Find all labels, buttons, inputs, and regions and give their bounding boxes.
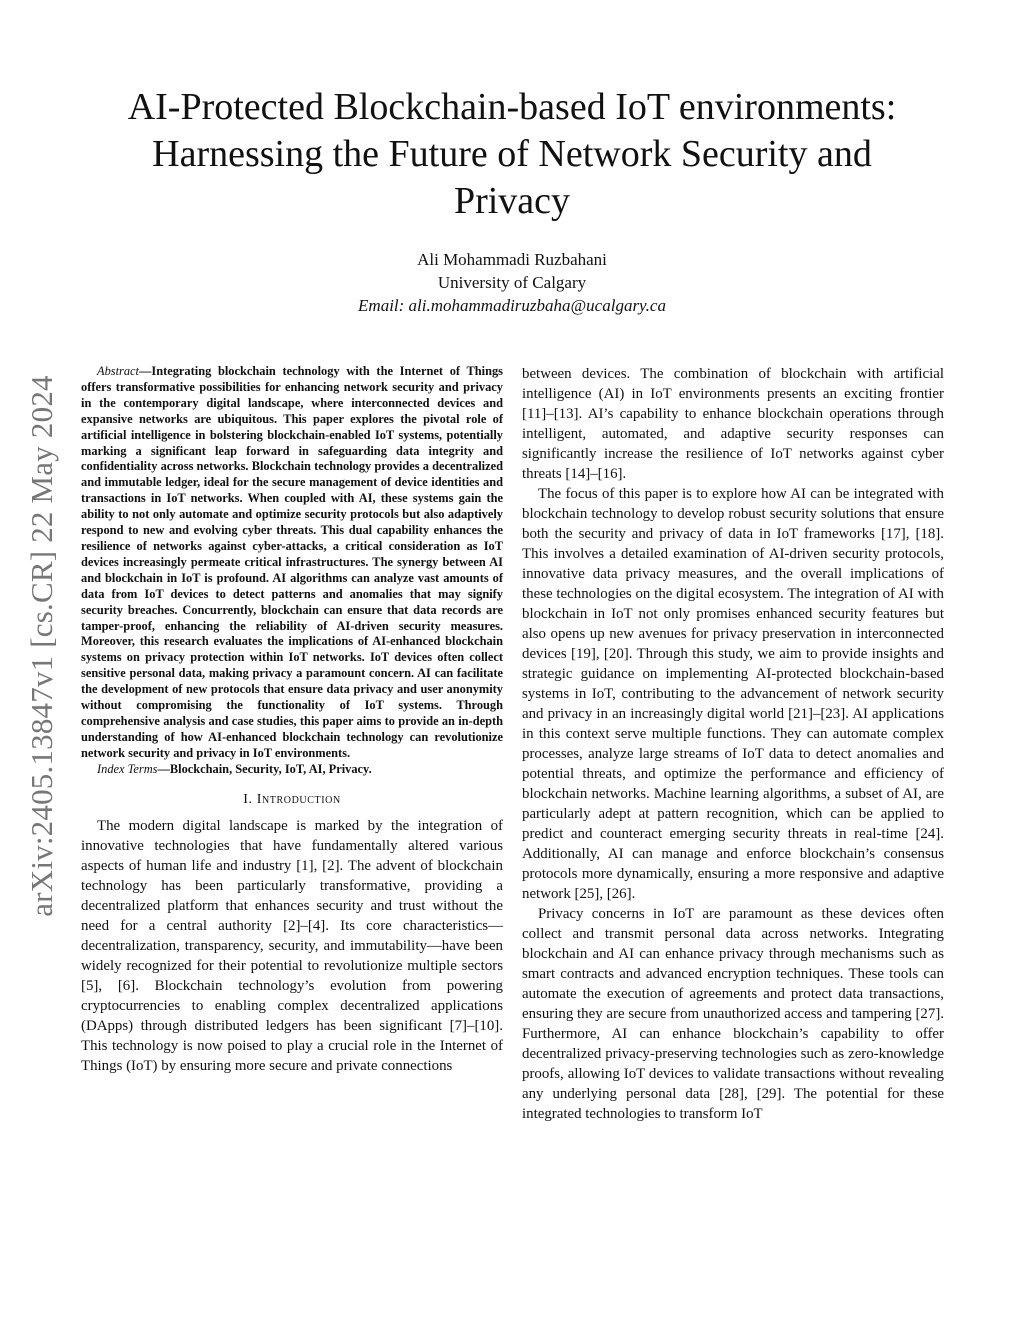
body-paragraph: The focus of this paper is to explore how AI can be integrated with blockchain technology to develop robust security solutions that ensure both the security and privacy of data in IoT frameworks [17], [18]. This involves a detailed examination of AI-driven security protocols, innovative data privacy measures, and the overall implications of these technologies on the digital ecosystem. The integration of AI with blockchain in IoT not only promises enhanced security features but also opens up new avenues for privacy preservation in interconnected devices [19], [20]. Through this study, we aim to provide insights and strategic guidance on implementing AI-protected blockchain-based systems in IoT, contributing to the advancement of network security and privacy in an increasingly digital world [21]–[23]. AI applications in this context serve multiple functions. They can automate complex processes, analyze large streams of IoT data to detect anomalies and potential threats, and optimize the performance and efficiency of blockchain networks. Machine learning algorithms, a subset of AI, are particularly adept at pattern recognition, which can be applied to predict and counteract emerging security threats in real-time [24]. Additionally, AI can manage and enforce blockchain’s consensus protocols more dynamically, ensuring a more responsive and adaptive network [25], [26]. bbox=[522, 486, 944, 902]
section-number: I. bbox=[243, 791, 253, 807]
abstract-label: Abstract bbox=[97, 364, 139, 378]
index-terms-text: —Blockchain, Security, IoT, AI, Privacy. bbox=[157, 761, 372, 776]
author-affiliation: University of Calgary bbox=[437, 273, 587, 292]
arxiv-identifier: arXiv:2405.13847v1 [cs.CR] 22 May 2024 bbox=[24, 375, 59, 917]
body-paragraph: Privacy concerns in IoT are paramount as these devices often collect and transmit personal data across networks. Integrating blockchain and AI can enhance privacy through mechanisms such as smart contracts and advanced encryption techniques. These tools can automate the execution of agreements and protect data transactions, ensuring they are secure from unauthorized access and tampering [27]. Furthermore, AI can enhance blockchain’s capability to offer decentralized privacy-preserving technologies such as zero-knowledge proofs, allowing IoT devices to validate transactions without revealing any underlying personal data [28], [29]. The potential for these integrated technologies to transform IoT bbox=[522, 906, 944, 1122]
abstract bbox=[81, 364, 503, 762]
left-column bbox=[81, 364, 503, 1076]
body-paragraph: between devices. The combination of blockchain with artificial intelligence (AI) in IoT environments presents an exciting frontier [11]–[13]. AI’s capability to enhance blockchain operations through intelligent, automated, and adaptive security responses can significantly increase the resilience of IoT networks against cyber threats [14]–[16]. bbox=[522, 366, 944, 482]
author-block bbox=[200, 248, 824, 317]
paper-title: AI-Protected Blockchain-based IoT environments: Harnessing the Future of Network Security and Privacy bbox=[127, 86, 897, 222]
author-name: Ali Mohammadi Ruzbahani bbox=[417, 250, 607, 269]
author-email: Email: ali.mohammadiruzbaha@ucalgary.ca bbox=[358, 296, 666, 315]
index-terms-label: Index Terms bbox=[97, 761, 158, 776]
section-title: Introduction bbox=[256, 791, 341, 807]
body-paragraph: The modern digital landscape is marked by the integration of innovative technologies that have fundamentally altered various aspects of human life and industry [1], [2]. The advent of blockchain technology has been particularly transformative, providing a decentralized platform that enhances security and trust without the need for a central authority [2]–[4]. Its core characteristics—decentralization, transparency, security, and immutability—have been widely recognized for their potential to revolutionize multiple sectors [5], [6]. Blockchain technology’s evolution from powering cryptocurrencies to enabling complex decentralized applications (DApps) through distributed ledgers has been significant [7]–[10]. This technology is now poised to play a crucial role in the Internet of Things (IoT) by ensuring more secure and private connections bbox=[81, 817, 503, 1074]
abstract-text: —Integrating blockchain technology with the Internet of Things offers transformative possibilities for enhancing network security and privacy in the contemporary digital landscape, where interconnected devices and expansive networks are ubiquitous. This paper explores the pivotal role of artificial intelligence in bolstering blockchain-enabled IoT systems, potentially marking a significant leap forward in safeguarding data integrity and confidentiality across networks. Blockchain technology provides a decentralized and immutable ledger, ideal for the secure management of device identities and transactions in IoT networks. When coupled with AI, these systems gain the ability to not only automate and optimize security protocols but also adaptively respond to new and evolving cyber threats. This dual capability enhances the resilience of networks against cyber-attacks, a critical consideration as IoT devices increasingly permeate critical infrastructures. The synergy between AI and blockchain in IoT is profound. AI algorithms can analyze vast amounts of data from IoT devices to detect patterns and anomalies that may signify security breaches. Concurrently, blockchain can ensure that data records are tamper-proof, enhancing the reliability of AI-driven security measures. Moreover, this research evaluates the implications of AI-enhanced blockchain systems on privacy protection within IoT networks. IoT devices often collect sensitive personal data, making privacy a paramount concern. AI can facilitate the development of new protocols that ensure data privacy and user anonymity without compromising the functionality of IoT systems. Through comprehensive analysis and case studies, this paper aims to provide an in-depth understanding of how AI-enhanced blockchain technology can revolutionize network security and privacy in IoT environments. bbox=[81, 364, 503, 760]
index-terms bbox=[81, 762, 503, 778]
section-heading bbox=[81, 792, 503, 808]
right-column bbox=[522, 364, 944, 1124]
